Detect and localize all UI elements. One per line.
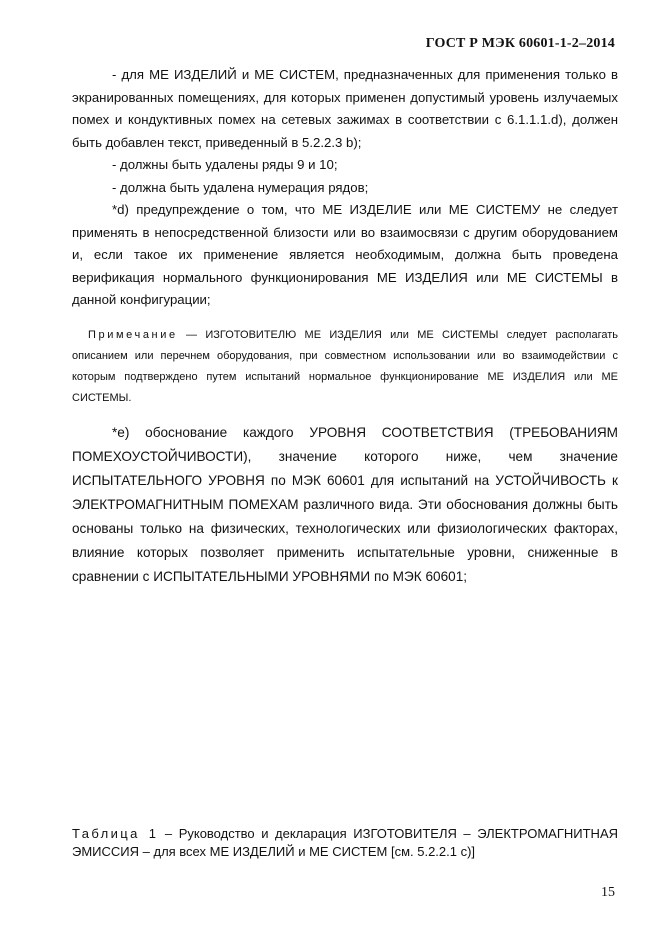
- note: [72, 325, 618, 409]
- body-text: [72, 64, 618, 589]
- note-label: Примечание: [88, 328, 178, 341]
- table-caption: [72, 825, 618, 861]
- note-text: — ИЗГОТОВИТЕЛЮ МЕ ИЗДЕЛИЯ или МЕ СИСТЕМЫ следует располагать описанием или перечнем оборудования, при совместном использовании или во взаимодействии с которым подтверждено путем испытаний нормальное функционирование МЕ ИЗДЕЛИЯ или МЕ СИСТЕМЫ.: [72, 328, 618, 404]
- paragraph-remove-rows: - должны быть удалены ряды 9 и 10;: [112, 157, 338, 172]
- paragraph-remove-numbering: - должна быть удалена нумерация рядов;: [112, 179, 369, 195]
- paragraph-shielded-rooms: - для МЕ ИЗДЕЛИЙ и МЕ СИСТЕМ, предназначенных для применения только в экранированных помещениях, для которых применен допустимый уровень излучаемых помех и кондуктивных помех на сетевых зажимах в соответствии с 6.1.1.1.d), должен быть добавлен текст, приведенный в 5.2.2.3 b);: [72, 67, 618, 150]
- table-caption-text: – Руководство и декларация ИЗГОТОВИТЕЛЯ – ЭЛЕКТРОМАГНИТНАЯ ЭМИССИЯ – для всех МЕ ИЗДЕЛИЙ и МЕ СИСТЕМ [см. 5.2.2.1 c)]: [72, 826, 618, 859]
- standard-header: ГОСТ Р МЭК 60601-1-2–2014: [425, 36, 615, 51]
- paragraph-item-d: *d) предупреждение о том, что МЕ ИЗДЕЛИЕ или МЕ СИСТЕМУ не следует применять в непосредственной близости или во взаимосвязи с другим оборудованием и, если такое их применение является необходимым, должна быть проведена верификация нормального функционирования МЕ ИЗДЕЛИЯ или МЕ СИСТЕМЫ в данной конфигурации;: [72, 202, 618, 307]
- page-number: 15: [601, 885, 615, 900]
- paragraph-item-e: *e) обоснование каждого УРОВНЯ СООТВЕТСТВИЯ (ТРЕБОВАНИЯМ ПОМЕХОУСТОЙЧИВОСТИ), значение которого ниже, чем значение ИСПЫТАТЕЛЬНОГО УРОВНЯ по МЭК 60601 для испытаний на УСТОЙЧИВОСТЬ к ЭЛЕКТРОМАГНИТНЫМ ПОМЕХАМ различного вида. Эти обоснования должны быть основаны только на физических, технологических или физиологических факторах, влияние которых позволяет применить испытательные уровни, сниженные в сравнении с ИСПЫТАТЕЛЬНЫМИ УРОВНЯМИ по МЭК 60601;: [72, 424, 618, 584]
- table-caption-label: Таблица 1: [72, 826, 159, 841]
